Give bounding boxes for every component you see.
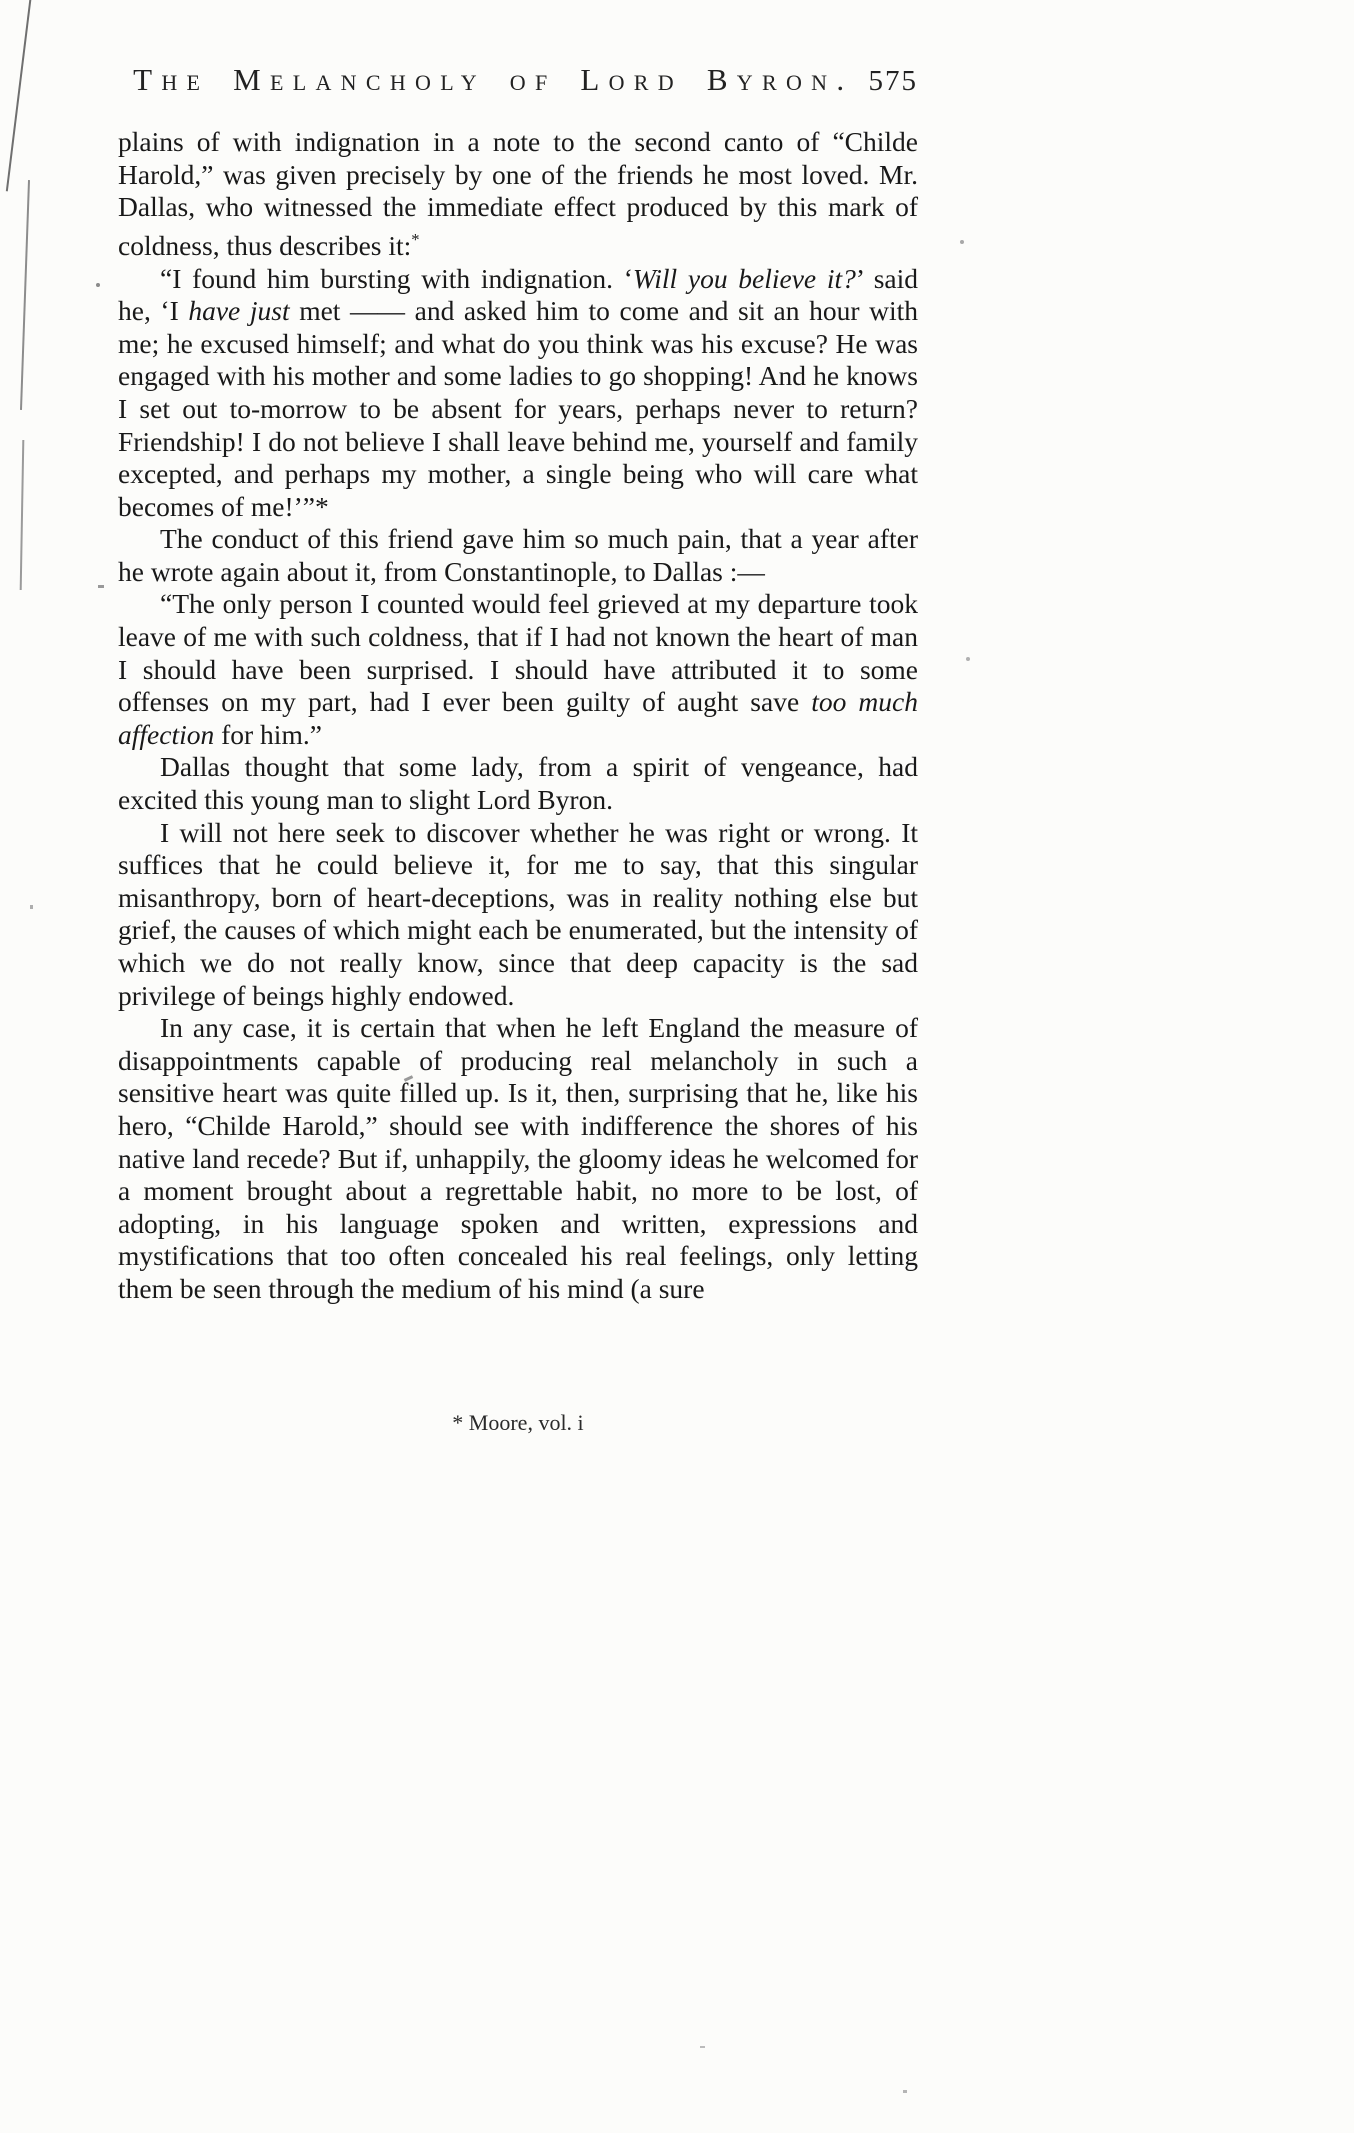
scan-artifact [20,180,30,410]
italic-text-run: Will you believe it? [632,262,856,294]
scan-artifact [30,905,33,909]
page-header [118,62,918,98]
page-number: 575 [868,65,918,97]
text-run: I will not here seek to discover whether he was right or wrong. It suffices that he could believe it, for me to say, that this singular misanthropy, born of heart-deceptions, was in reality nothing else but grief, the causes of which might each be enumerated, but the intensity of which we do not really know, since that deep capacity is the sad privilege of beings highly endowed. [118,816,918,1011]
text-run: met —— and asked him to come and sit an hour with me; he excused himself; and what do you think was his excuse? He was engaged with his mother and some ladies to go shopping! And he knows I set out to-morrow to be absent for years, perhaps never to return? Friendship! I do not believe I shall leave behind me, yourself and family excepted, and perhaps my mother, a single being who will care what becomes of me!’”* [118,295,918,522]
text-run: “The only person I counted would feel grieved at my departure took leave of me with such coldness, that if I had not known the heart of man I should have been surprised. I should have attributed it to some offenses on my part, had I ever been guilty of aught save [118,588,918,718]
scan-artifact [20,440,25,590]
text-run: ’ said he, ‘I [118,262,918,327]
scan-artifact [96,283,100,287]
scan-artifact [960,240,964,244]
paragraph [118,588,918,751]
paragraph [118,817,918,1013]
text-run: for him.” [214,718,322,750]
text-run: Dallas thought that some lady, from a spirit of vengeance, had excited this young man to slight Lord Byron. [118,751,918,816]
text-run: plains of with indignation in a note to the second canto of “Childe Harold,” was given precisely by one of the friends he most loved. Mr. Dallas, who witnessed the immediate effect produced by this mark of coldness, thus describes it: [118,126,918,261]
scan-artifact [98,585,104,588]
text-run: In any case, it is certain that when he left England the measure of disappointments capable of producing real melancholy in such a sensitive heart was quite filled up. Is it, then, surprising that he, like his hero, “Childe Harold,” should see with indifference the shores of his native land recede? But if, unhappily, the gloomy ideas he welcomed for a moment brought about a regrettable habit, no more to be lost, of adopting, in his language spoken and written, expressions and mystifications that too often concealed his real feelings, only letting them be seen through the medium of his mind (a sure [118,1012,918,1304]
scan-artifact [903,2090,907,2093]
paragraph [118,126,918,263]
paragraph [118,751,918,816]
italic-text-run: too much affection [118,686,918,750]
scan-artifact [6,0,32,191]
paragraph [118,263,918,524]
text-run: The conduct of this friend gave him so much pain, that a year after he wrote again about it, from Constantinople, to Dallas :— [118,523,918,587]
scan-artifact [700,2046,705,2048]
paragraph [118,1012,918,1305]
scan-artifact [966,657,970,661]
text-run: * [411,229,420,249]
running-title: The Melancholy of Lord Byron. [133,62,854,97]
paragraph [118,523,918,588]
text-run: “I found him bursting with indignation. ‘ [160,262,633,294]
footnote: * Moore, vol. i [452,1410,584,1435]
italic-text-run: have just [188,295,290,327]
body-text [118,126,918,1306]
